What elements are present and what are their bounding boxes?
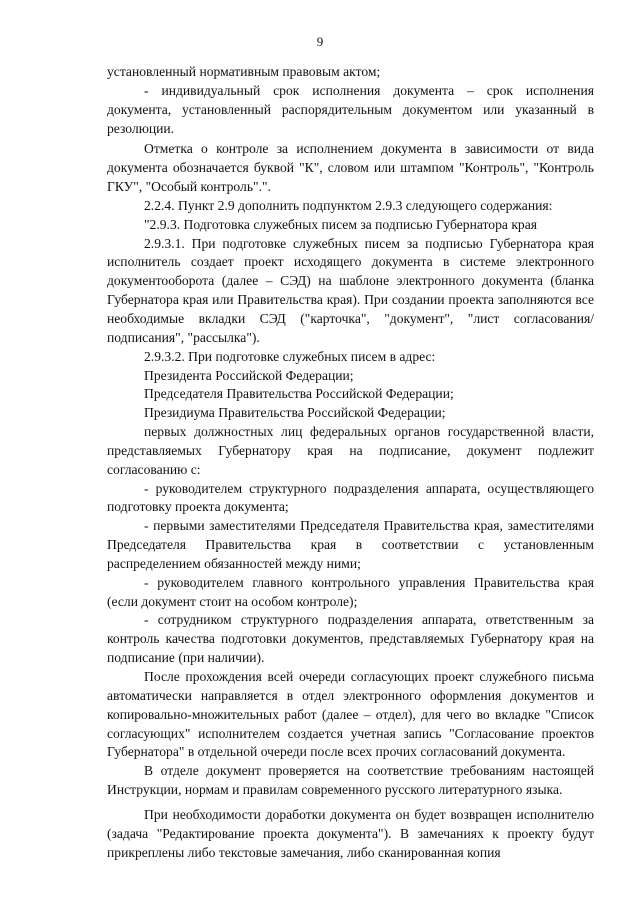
paragraph-department-check: В отделе документ проверяется на соответствие требованиям настоящей Инструкции, нормам и правилам современного русского литературного языка. <box>107 763 594 798</box>
paragraph-approver-deputies: - первыми заместителями Председателя Правительства края, заместителями Председателя Правительства края в соответствии с установленным распределением обязанностей между ними; <box>107 518 594 571</box>
paragraph-revision: При необходимости доработки документа он будет возвращен исполнителю (задача "Редактирование проекта документа"). В замечаниях к проекту будут прикреплены либо текстовые замечания, либо сканированная копия <box>107 806 594 860</box>
document-body <box>107 63 594 862</box>
paragraph-2-9-3-1: 2.9.3.1. При подготовке служебных писем за подписью Губернатора края исполнитель создает проект исходящего документа в системе электронного документооборота (далее – СЭД) на шаблоне электронного документа (бланка Губернатора края или Правительства края). При создании проекта заполняются все необходимые вкладки СЭД ("карточка", "документ", "лист согласования/подписания", "рассылка"). <box>107 235 594 345</box>
paragraph-after-approval: После прохождения всей очереди согласующих проект служебного письма автоматически направляется в отдел электронного оформления документов и копировально-множительных работ (далее – отдел), для чего во вкладке "Список согласующих" исполнителем создается учетная запись "Согласование проектов Губернатора" в отдельной очереди после всех прочих согласований документа. <box>107 669 594 760</box>
paragraph-addressee-presidium: Президиума Правительства Российской Федерации; <box>144 405 446 421</box>
paragraph-approver-head-unit: - руководителем структурного подразделения аппарата, осуществляющего подготовку проекта документа; <box>107 480 594 515</box>
paragraph-approver-quality-staff: - сотрудником структурного подразделения аппарата, ответственным за контроль качества подготовки документов, представляемых Губернатору края на подписание (при наличии). <box>107 612 594 666</box>
page-number: 9 <box>316 34 324 49</box>
paragraph-item-2-2-4: 2.2.4. Пункт 2.9 дополнить подпунктом 2.9.3 следующего содержания: <box>144 197 553 213</box>
paragraph-approver-control-head: - руководителем главного контрольного управления Правительства края (если документ стоит на особом контроле); <box>107 574 594 609</box>
paragraph-heading-2-9-3: "2.9.3. Подготовка служебных писем за подписью Губернатора края <box>144 216 538 232</box>
paragraph-addressee-chairman: Председателя Правительства Российской Федерации; <box>144 386 454 402</box>
paragraph-2-9-3-2: 2.9.3.2. При подготовке служебных писем в адрес: <box>144 348 436 364</box>
paragraph-continuation: установленный нормативным правовым актом; <box>107 64 381 79</box>
paragraph-addressee-federal-officials: первых должностных лиц федеральных органов государственной власти, представляемых Губернатору края на подписание, документ подлежит согласованию с: <box>107 424 594 477</box>
paragraph-addressee-president: Президента Российской Федерации; <box>144 367 354 383</box>
paragraph-individual-deadline: - индивидуальный срок исполнения документа – срок исполнения документа, установленный распорядительным документом или указанный в резолюции. <box>107 82 594 136</box>
paragraph-control-mark: Отметка о контроле за исполнением документа в зависимости от вида документа обозначается буквой "К", словом или штампом "Контроль", "Контроль ГКУ", "Особый контроль".". <box>107 141 594 195</box>
